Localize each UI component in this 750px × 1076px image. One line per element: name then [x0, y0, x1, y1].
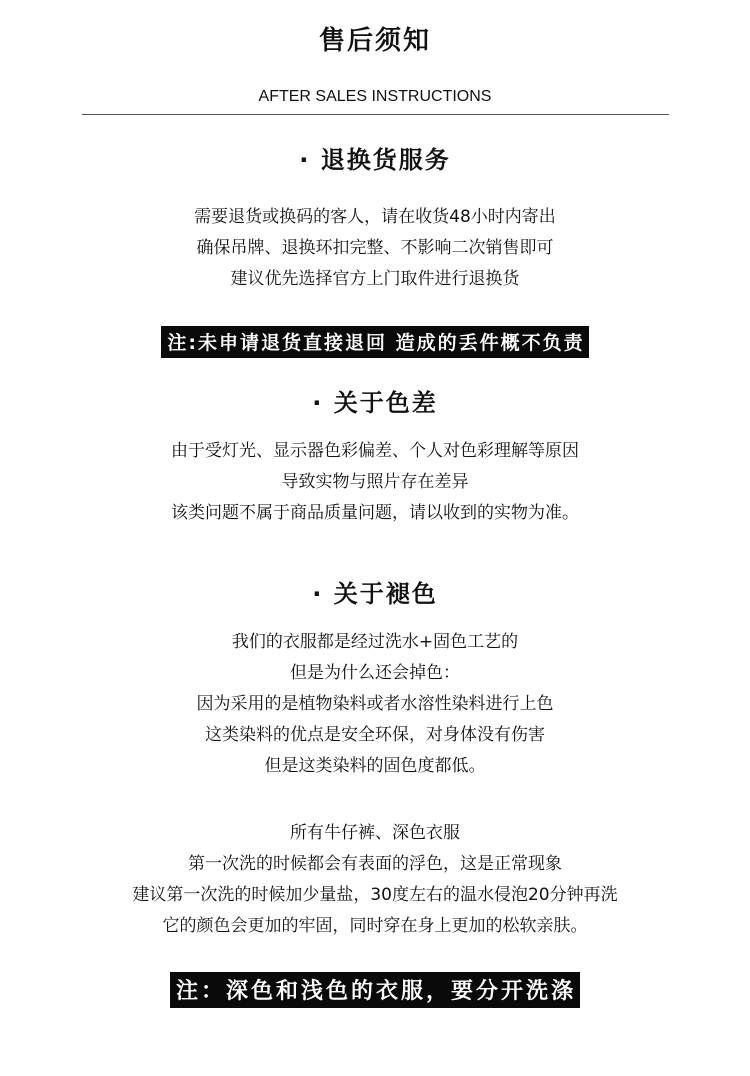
section-title-returns: · 退换货服务	[299, 146, 451, 174]
color-difference-line-3: 该类问题不属于商品质量问题，请以收到的实物为准。	[171, 503, 579, 523]
page-subtitle: AFTER SALES INSTRUCTIONS	[258, 88, 492, 105]
fading-line-2: 但是为什么还会掉色：	[290, 663, 460, 683]
fading-line-4: 这类染料的优点是安全环保，对身体没有伤害	[205, 725, 545, 745]
section-title-color-difference: · 关于色差	[312, 389, 438, 417]
washing-line-2: 第一次洗的时候都会有表面的浮色，这是正常现象	[188, 854, 562, 874]
returns-notice	[0, 326, 750, 358]
fading-line-5: 但是这类染料的固色度都低。	[264, 756, 486, 776]
washing-notice	[0, 972, 750, 1008]
fading-line-1: 我们的衣服都是经过洗水+固色工艺的	[231, 632, 519, 652]
washing-paragraph	[0, 818, 750, 942]
color-difference-paragraph	[0, 436, 750, 529]
returns-line-2: 确保吊牌、退换环扣完整、不影响二次销售即可	[196, 238, 554, 258]
washing-line-3: 建议第一次洗的时候加少量盐，30度左右的温水侵泡20分钟再洗	[132, 885, 618, 905]
fading-line-3: 因为采用的是植物染料或者水溶性染料进行上色	[196, 694, 554, 714]
header-divider	[82, 114, 669, 115]
washing-notice-text: 注：深色和浅色的衣服，要分开洗涤	[170, 972, 580, 1008]
washing-line-1: 所有牛仔裤、深色衣服	[290, 823, 460, 843]
section-title-fading: · 关于褪色	[312, 580, 438, 608]
color-difference-line-1: 由于受灯光、显示器色彩偏差、个人对色彩理解等原因	[171, 441, 579, 461]
page-title: 售后须知	[318, 26, 431, 56]
color-difference-line-2: 导致实物与照片存在差异	[281, 472, 469, 492]
returns-line-1: 需要退货或换码的客人，请在收货48小时内寄出	[194, 207, 556, 227]
returns-notice-text: 注:未申请退货直接退回 造成的丢件概不负责	[161, 326, 588, 358]
washing-line-4: 它的颜色会更加的牢固，同时穿在身上更加的松软亲肤。	[162, 916, 588, 936]
returns-line-3: 建议优先选择官方上门取件进行退换货	[230, 269, 520, 289]
returns-paragraph	[0, 202, 750, 295]
fading-paragraph	[0, 627, 750, 782]
